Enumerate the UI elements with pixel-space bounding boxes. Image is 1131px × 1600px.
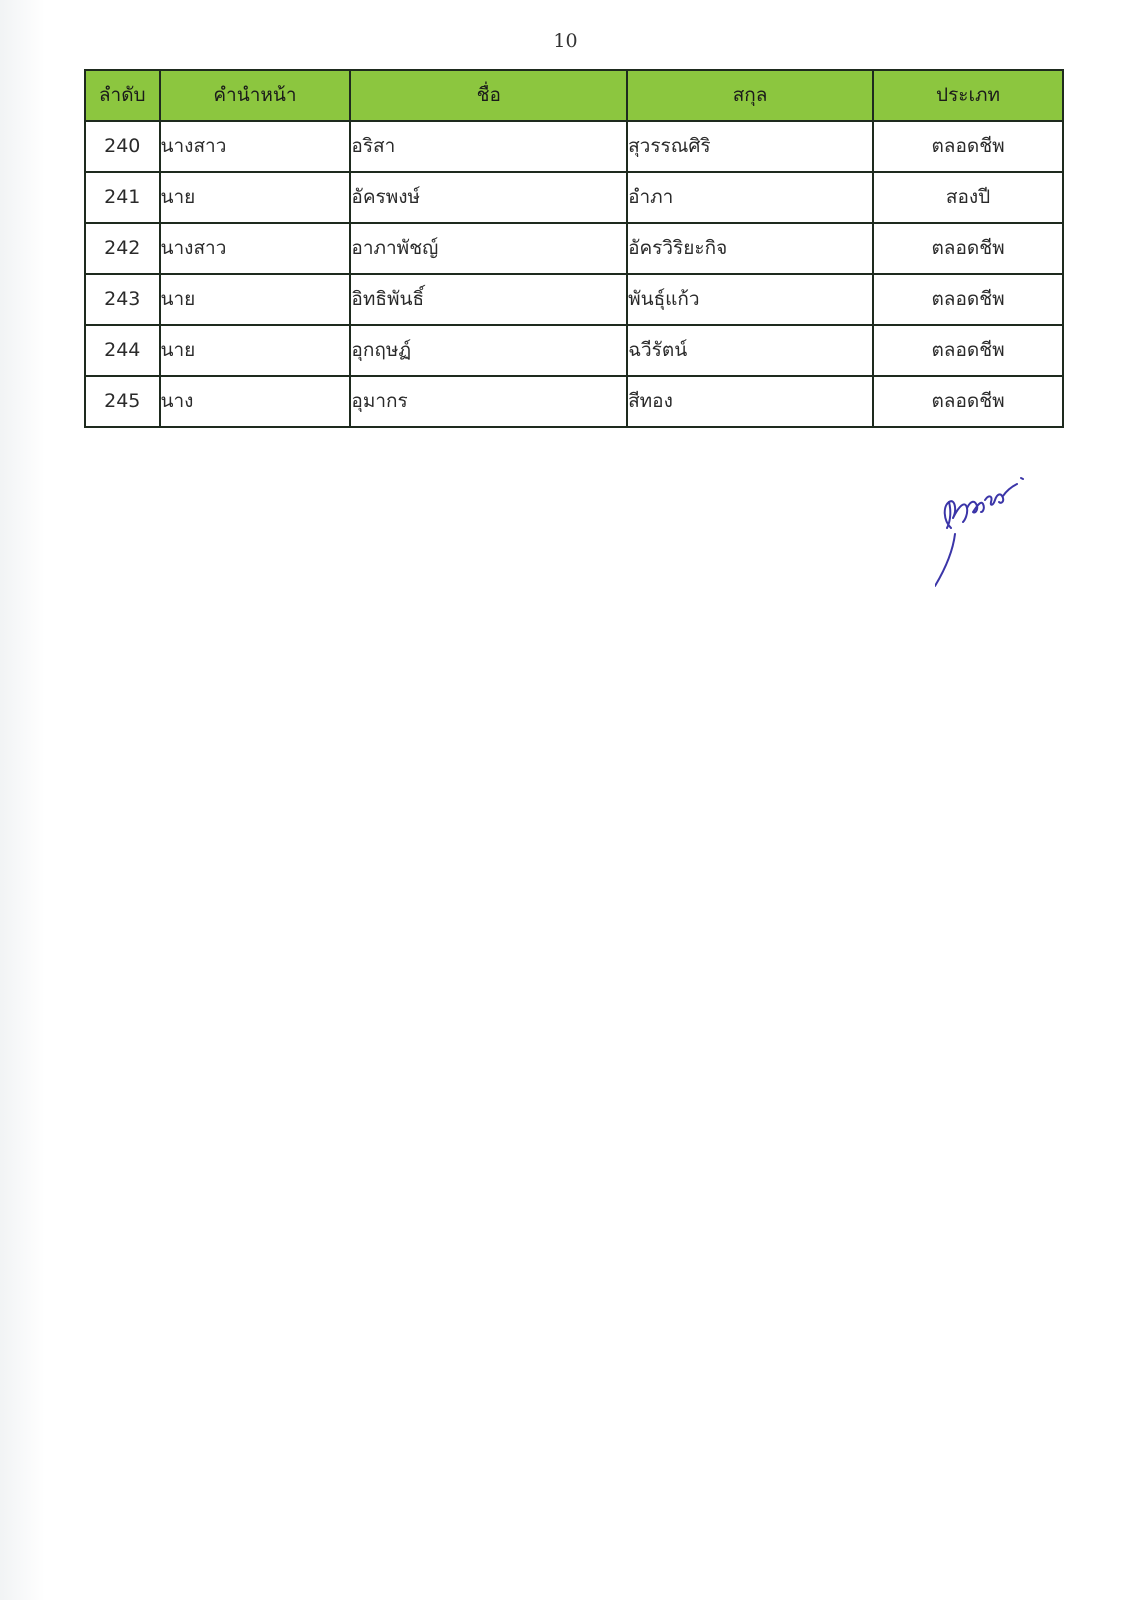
cell-last-name: สุวรรณศิริ <box>627 121 873 172</box>
table-row <box>85 274 1063 325</box>
member-table <box>84 69 1064 428</box>
table-row <box>85 121 1063 172</box>
cell-last-name: อัครวิริยะกิจ <box>627 223 873 274</box>
cell-last-name: อำภา <box>627 172 873 223</box>
cell-first-name: อริสา <box>350 121 627 172</box>
table-header-row <box>85 70 1063 121</box>
cell-title: นาย <box>160 325 351 376</box>
cell-first-name: อุมากร <box>350 376 627 427</box>
cell-type: สองปี <box>873 172 1063 223</box>
header-type: ประเภท <box>873 70 1063 121</box>
scan-edge-shading <box>0 0 45 1600</box>
cell-last-name: สีทอง <box>627 376 873 427</box>
cell-no: 243 <box>85 274 160 325</box>
table-row <box>85 223 1063 274</box>
cell-first-name: อิทธิพันธิ์ <box>350 274 627 325</box>
header-first-name: ชื่อ <box>350 70 627 121</box>
cell-no: 245 <box>85 376 160 427</box>
cell-last-name: ฉวีรัตน์ <box>627 325 873 376</box>
cell-first-name: อุกฤษฏ์ <box>350 325 627 376</box>
page-number: 10 <box>553 30 578 52</box>
cell-first-name: อัครพงษ์ <box>350 172 627 223</box>
cell-title: นางสาว <box>160 223 351 274</box>
cell-last-name: พันธุ์แก้ว <box>627 274 873 325</box>
table-row <box>85 172 1063 223</box>
cell-title: นาย <box>160 172 351 223</box>
cell-no: 240 <box>85 121 160 172</box>
header-no: ลำดับ <box>85 70 160 121</box>
table-row <box>85 376 1063 427</box>
cell-type: ตลอดชีพ <box>873 376 1063 427</box>
cell-no: 242 <box>85 223 160 274</box>
cell-type: ตลอดชีพ <box>873 325 1063 376</box>
cell-first-name: อาภาพัชญ์ <box>350 223 627 274</box>
cell-title: นาย <box>160 274 351 325</box>
header-title: คำนำหน้า <box>160 70 351 121</box>
table-row <box>85 325 1063 376</box>
header-last-name: สกุล <box>627 70 873 121</box>
handwritten-signature <box>935 470 1035 600</box>
cell-no: 244 <box>85 325 160 376</box>
cell-type: ตลอดชีพ <box>873 121 1063 172</box>
cell-no: 241 <box>85 172 160 223</box>
cell-type: ตลอดชีพ <box>873 274 1063 325</box>
cell-title: นาง <box>160 376 351 427</box>
cell-title: นางสาว <box>160 121 351 172</box>
cell-type: ตลอดชีพ <box>873 223 1063 274</box>
